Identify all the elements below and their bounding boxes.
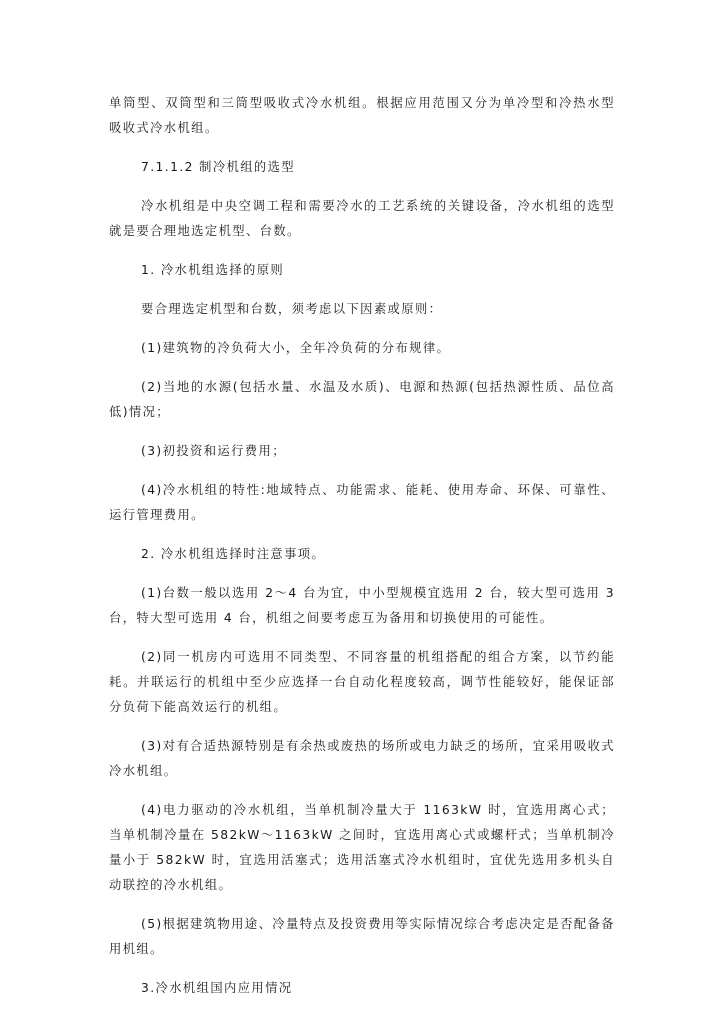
note-item-2: (2)同一机房内可选用不同类型、不同容量的机组搭配的组合方案，以节约能耗。并联运行的机组中至少应选择一台自动化程度较高，调节性能较好，能保证部分负荷下能高效运行的机组。: [109, 650, 615, 714]
paragraph-chiller-intro: 冷水机组是中央空调工程和需要冷水的工艺系统的关键设备，冷水机组的选型就是要合理地选定机型、台数。: [109, 199, 615, 238]
principle-item-3: (3)初投资和运行费用；: [141, 444, 286, 458]
principle-item-4: (4)冷水机组的特性:地域特点、功能需求、能耗、使用寿命、环保、可靠性、运行管理费用。: [109, 483, 615, 522]
paragraph-absorption-types: 单筒型、双筒型和三筒型吸收式冷水机组。根据应用范围又分为单冷型和冷热水型吸收式冷水机组。: [109, 96, 615, 135]
subheading-domestic-application: 3.冷水机组国内应用情况: [141, 981, 293, 995]
note-item-5: (5)根据建筑物用途、冷量特点及投资费用等实际情况综合考虑决定是否配备备用机组。: [109, 917, 615, 956]
note-item-4: (4)电力驱动的冷水机组，当单机制冷量大于 1163kW 时，宜选用离心式；当单机制冷量在 582kW～1163kW 之间时，宜选用离心式或螺杆式；当单机制冷量小于 582kW 时，宜选用活塞式；选用活塞式冷水机组时，宜优先选用多机头自动联控的冷水机组。: [109, 803, 615, 892]
section-heading-chiller-selection: 7.1.1.2 制冷机组的选型: [141, 160, 296, 174]
paragraph-principles-intro: 要合理选定机型和台数，须考虑以下因素或原则：: [141, 302, 443, 316]
note-item-3: (3)对有合适热源特别是有余热或废热的场所或电力缺乏的场所，宜采用吸收式冷水机组。: [109, 739, 615, 778]
document-body: [109, 91, 615, 1015]
principle-item-2: (2)当地的水源(包括水量、水温及水质)、电源和热源(包括热源性质、品位高低)情况；: [109, 380, 615, 419]
note-item-1: (1)台数一般以选用 2～4 台为宜，中小型规模宜选用 2 台，较大型可选用 3 台，特大型可选用 4 台，机组之间要考虑互为备用和切换使用的可能性。: [109, 586, 615, 625]
subheading-selection-notes: 2. 冷水机组选择时注意事项。: [141, 547, 326, 561]
principle-item-1: (1)建筑物的冷负荷大小，全年冷负荷的分布规律。: [141, 341, 451, 355]
subheading-selection-principles: 1. 冷水机组选择的原则: [141, 263, 285, 277]
